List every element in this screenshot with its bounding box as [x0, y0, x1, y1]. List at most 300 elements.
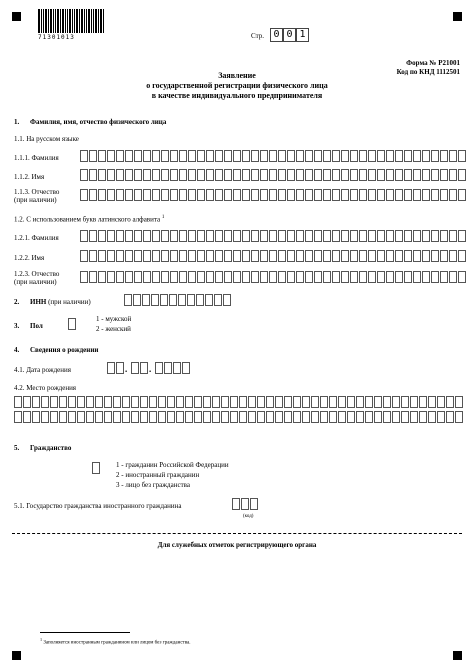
input-cell[interactable] [133, 294, 141, 306]
input-cell[interactable] [116, 362, 124, 374]
input-cell[interactable] [232, 498, 240, 510]
input-cell[interactable] [377, 230, 385, 242]
input-cell[interactable] [116, 271, 124, 283]
input-cell[interactable] [134, 189, 142, 201]
input-cell[interactable] [350, 169, 358, 181]
input-cell[interactable] [230, 411, 238, 423]
input-cell[interactable] [350, 271, 358, 283]
input-cell[interactable] [224, 189, 232, 201]
input-cell[interactable] [296, 169, 304, 181]
input-cell[interactable] [449, 150, 457, 162]
input-cell[interactable] [179, 250, 187, 262]
input-cell[interactable] [251, 271, 259, 283]
birth-month-input[interactable] [131, 362, 152, 374]
input-cell[interactable] [167, 396, 175, 408]
input-cell[interactable] [404, 150, 412, 162]
input-cell[interactable] [161, 169, 169, 181]
input-cell[interactable] [296, 150, 304, 162]
input-cell[interactable] [296, 250, 304, 262]
input-cell[interactable] [77, 411, 85, 423]
input-cell[interactable] [296, 271, 304, 283]
input-cell[interactable] [122, 411, 130, 423]
input-cell[interactable] [143, 271, 151, 283]
input-cell[interactable] [206, 169, 214, 181]
input-cell[interactable] [92, 462, 100, 474]
input-cell[interactable] [287, 169, 295, 181]
input-cell[interactable] [251, 150, 259, 162]
input-cell[interactable] [404, 189, 412, 201]
foreign-state-code-input[interactable] [232, 498, 259, 510]
input-cell[interactable] [368, 150, 376, 162]
input-cell[interactable] [248, 411, 256, 423]
input-cell[interactable] [248, 396, 256, 408]
input-cell[interactable] [341, 189, 349, 201]
input-cell[interactable] [269, 250, 277, 262]
input-cell[interactable] [287, 230, 295, 242]
input-cell[interactable] [158, 411, 166, 423]
input-cell[interactable] [275, 396, 283, 408]
input-cell[interactable] [293, 411, 301, 423]
input-cell[interactable] [440, 189, 448, 201]
input-cell[interactable] [458, 189, 466, 201]
input-cell[interactable] [50, 411, 58, 423]
input-cell[interactable] [89, 150, 97, 162]
input-cell[interactable] [143, 250, 151, 262]
input-cell[interactable] [215, 150, 223, 162]
input-cell[interactable] [449, 250, 457, 262]
input-cell[interactable] [233, 250, 241, 262]
input-cell[interactable] [422, 169, 430, 181]
input-cell[interactable] [386, 150, 394, 162]
input-cell[interactable] [142, 294, 150, 306]
input-cell[interactable] [104, 411, 112, 423]
input-cell[interactable] [116, 150, 124, 162]
input-cell[interactable] [224, 150, 232, 162]
input-cell[interactable] [359, 230, 367, 242]
input-cell[interactable] [275, 411, 283, 423]
input-cell[interactable] [59, 411, 67, 423]
input-cell[interactable] [152, 250, 160, 262]
input-cell[interactable] [332, 189, 340, 201]
input-cell[interactable] [305, 271, 313, 283]
input-cell[interactable] [341, 250, 349, 262]
input-cell[interactable] [104, 396, 112, 408]
input-cell[interactable] [386, 189, 394, 201]
input-cell[interactable] [338, 396, 346, 408]
input-cell[interactable] [287, 189, 295, 201]
input-cell[interactable] [422, 189, 430, 201]
input-cell[interactable] [239, 396, 247, 408]
input-cell[interactable] [233, 230, 241, 242]
input-cell[interactable] [359, 250, 367, 262]
input-cell[interactable] [152, 150, 160, 162]
input-cell[interactable] [242, 189, 250, 201]
input-cell[interactable] [395, 271, 403, 283]
input-cell[interactable] [131, 362, 139, 374]
input-cell[interactable] [314, 189, 322, 201]
input-cell[interactable] [251, 230, 259, 242]
input-cell[interactable] [124, 294, 132, 306]
input-cell[interactable] [260, 189, 268, 201]
input-cell[interactable] [431, 169, 439, 181]
input-cell[interactable] [152, 189, 160, 201]
input-cell[interactable] [152, 169, 160, 181]
input-cell[interactable] [160, 294, 168, 306]
input-cell[interactable] [215, 271, 223, 283]
input-cell[interactable] [134, 250, 142, 262]
input-cell[interactable] [377, 150, 385, 162]
citizenship-input[interactable] [92, 462, 101, 474]
input-cell[interactable] [458, 150, 466, 162]
input-cell[interactable] [116, 189, 124, 201]
input-cell[interactable] [395, 150, 403, 162]
input-cell[interactable] [98, 169, 106, 181]
input-cell[interactable] [404, 271, 412, 283]
input-cell[interactable] [401, 411, 409, 423]
input-cell[interactable] [242, 150, 250, 162]
input-cell[interactable] [185, 396, 193, 408]
input-cell[interactable] [260, 169, 268, 181]
input-cell[interactable] [143, 230, 151, 242]
input-cell[interactable] [221, 411, 229, 423]
input-cell[interactable] [134, 271, 142, 283]
input-cell[interactable] [80, 250, 88, 262]
input-cell[interactable] [278, 250, 286, 262]
input-cell[interactable] [242, 230, 250, 242]
input-cell[interactable] [260, 250, 268, 262]
input-cell[interactable] [239, 411, 247, 423]
input-cell[interactable] [368, 169, 376, 181]
input-cell[interactable] [413, 169, 421, 181]
input-cell[interactable] [287, 250, 295, 262]
input-cell[interactable] [302, 411, 310, 423]
input-cell[interactable] [170, 230, 178, 242]
input-cell[interactable] [107, 362, 115, 374]
input-cell[interactable] [242, 169, 250, 181]
input-cell[interactable] [410, 411, 418, 423]
input-cell[interactable] [98, 150, 106, 162]
input-cell[interactable] [178, 294, 186, 306]
input-cell[interactable] [161, 250, 169, 262]
input-cell[interactable] [341, 150, 349, 162]
input-cell[interactable] [302, 396, 310, 408]
input-cell[interactable] [395, 250, 403, 262]
input-cell[interactable] [86, 396, 94, 408]
input-cell[interactable] [314, 230, 322, 242]
input-cell[interactable] [428, 411, 436, 423]
input-cell[interactable] [125, 150, 133, 162]
input-cell[interactable] [185, 411, 193, 423]
input-cell[interactable] [251, 250, 259, 262]
input-cell[interactable] [215, 250, 223, 262]
input-cell[interactable] [269, 189, 277, 201]
input-cell[interactable] [296, 189, 304, 201]
input-cell[interactable] [125, 189, 133, 201]
input-cell[interactable] [194, 411, 202, 423]
input-cell[interactable] [341, 169, 349, 181]
input-cell[interactable] [89, 169, 97, 181]
input-cell[interactable] [143, 169, 151, 181]
input-cell[interactable] [422, 230, 430, 242]
input-cell[interactable] [224, 169, 232, 181]
input-cell[interactable] [287, 150, 295, 162]
birth-year-input[interactable] [155, 362, 191, 374]
input-cell[interactable] [224, 271, 232, 283]
input-cell[interactable] [214, 294, 222, 306]
input-cell[interactable] [323, 150, 331, 162]
input-cell[interactable] [107, 250, 115, 262]
input-cell[interactable] [197, 271, 205, 283]
input-cell[interactable] [314, 150, 322, 162]
input-cell[interactable] [455, 396, 463, 408]
input-cell[interactable] [196, 294, 204, 306]
input-cell[interactable] [179, 169, 187, 181]
input-cell[interactable] [68, 411, 76, 423]
input-cell[interactable] [428, 396, 436, 408]
input-cell[interactable] [305, 230, 313, 242]
input-cell[interactable] [323, 250, 331, 262]
input-cell[interactable] [386, 250, 394, 262]
input-cell[interactable] [431, 250, 439, 262]
input-cell[interactable] [314, 271, 322, 283]
input-cell[interactable] [437, 411, 445, 423]
input-cell[interactable] [107, 169, 115, 181]
input-cell[interactable] [116, 169, 124, 181]
input-cell[interactable] [152, 230, 160, 242]
input-cell[interactable] [377, 189, 385, 201]
input-cell[interactable] [359, 150, 367, 162]
input-cell[interactable] [350, 189, 358, 201]
input-cell[interactable] [404, 250, 412, 262]
input-cell[interactable] [296, 230, 304, 242]
input-cell[interactable] [383, 411, 391, 423]
input-cell[interactable] [188, 250, 196, 262]
input-cell[interactable] [23, 396, 31, 408]
input-cell[interactable] [401, 396, 409, 408]
input-cell[interactable] [179, 150, 187, 162]
input-cell[interactable] [431, 230, 439, 242]
ru-name-input[interactable] [80, 169, 467, 181]
input-cell[interactable] [365, 396, 373, 408]
input-cell[interactable] [107, 230, 115, 242]
input-cell[interactable] [350, 250, 358, 262]
input-cell[interactable] [107, 271, 115, 283]
input-cell[interactable] [80, 169, 88, 181]
input-cell[interactable] [206, 250, 214, 262]
input-cell[interactable] [140, 396, 148, 408]
input-cell[interactable] [368, 250, 376, 262]
input-cell[interactable] [170, 150, 178, 162]
input-cell[interactable] [455, 411, 463, 423]
input-cell[interactable] [125, 250, 133, 262]
input-cell[interactable] [314, 250, 322, 262]
input-cell[interactable] [404, 230, 412, 242]
input-cell[interactable] [187, 294, 195, 306]
input-cell[interactable] [68, 318, 76, 330]
input-cell[interactable] [179, 230, 187, 242]
input-cell[interactable] [383, 396, 391, 408]
input-cell[interactable] [356, 396, 364, 408]
input-cell[interactable] [41, 411, 49, 423]
input-cell[interactable] [347, 396, 355, 408]
input-cell[interactable] [413, 230, 421, 242]
input-cell[interactable] [113, 396, 121, 408]
input-cell[interactable] [278, 230, 286, 242]
input-cell[interactable] [68, 396, 76, 408]
input-cell[interactable] [116, 250, 124, 262]
input-cell[interactable] [77, 396, 85, 408]
input-cell[interactable] [410, 396, 418, 408]
lat-name-input[interactable] [80, 250, 467, 262]
input-cell[interactable] [287, 271, 295, 283]
input-cell[interactable] [323, 230, 331, 242]
input-cell[interactable] [305, 189, 313, 201]
input-cell[interactable] [98, 250, 106, 262]
input-cell[interactable] [305, 169, 313, 181]
input-cell[interactable] [113, 411, 121, 423]
input-cell[interactable] [176, 396, 184, 408]
input-cell[interactable] [188, 271, 196, 283]
input-cell[interactable] [80, 150, 88, 162]
input-cell[interactable] [233, 150, 241, 162]
input-cell[interactable] [170, 169, 178, 181]
input-cell[interactable] [440, 271, 448, 283]
input-cell[interactable] [179, 189, 187, 201]
input-cell[interactable] [194, 396, 202, 408]
input-cell[interactable] [320, 396, 328, 408]
input-cell[interactable] [284, 396, 292, 408]
input-cell[interactable] [395, 189, 403, 201]
input-cell[interactable] [241, 498, 249, 510]
input-cell[interactable] [347, 411, 355, 423]
input-cell[interactable] [431, 150, 439, 162]
input-cell[interactable] [125, 169, 133, 181]
input-cell[interactable] [242, 250, 250, 262]
input-cell[interactable] [107, 189, 115, 201]
input-cell[interactable] [224, 230, 232, 242]
input-cell[interactable] [98, 189, 106, 201]
input-cell[interactable] [413, 150, 421, 162]
input-cell[interactable] [413, 189, 421, 201]
input-cell[interactable] [205, 294, 213, 306]
input-cell[interactable] [413, 250, 421, 262]
input-cell[interactable] [305, 150, 313, 162]
input-cell[interactable] [173, 362, 181, 374]
input-cell[interactable] [386, 169, 394, 181]
input-cell[interactable] [80, 230, 88, 242]
input-cell[interactable] [188, 150, 196, 162]
input-cell[interactable] [419, 396, 427, 408]
birth-day-input[interactable] [107, 362, 128, 374]
input-cell[interactable] [269, 150, 277, 162]
input-cell[interactable] [329, 411, 337, 423]
input-cell[interactable] [257, 396, 265, 408]
input-cell[interactable] [98, 271, 106, 283]
input-cell[interactable] [107, 150, 115, 162]
input-cell[interactable] [449, 271, 457, 283]
input-cell[interactable] [221, 396, 229, 408]
input-cell[interactable] [341, 271, 349, 283]
input-cell[interactable] [59, 396, 67, 408]
input-cell[interactable] [338, 411, 346, 423]
input-cell[interactable] [95, 411, 103, 423]
input-cell[interactable] [323, 271, 331, 283]
input-cell[interactable] [458, 250, 466, 262]
input-cell[interactable] [374, 396, 382, 408]
input-cell[interactable] [197, 250, 205, 262]
input-cell[interactable] [143, 150, 151, 162]
input-cell[interactable] [169, 294, 177, 306]
input-cell[interactable] [311, 411, 319, 423]
input-cell[interactable] [260, 150, 268, 162]
input-cell[interactable] [458, 169, 466, 181]
input-cell[interactable] [32, 396, 40, 408]
input-cell[interactable] [161, 150, 169, 162]
input-cell[interactable] [167, 411, 175, 423]
input-cell[interactable] [206, 230, 214, 242]
input-cell[interactable] [449, 230, 457, 242]
input-cell[interactable] [170, 250, 178, 262]
input-cell[interactable] [365, 411, 373, 423]
input-cell[interactable] [250, 498, 258, 510]
input-cell[interactable] [323, 169, 331, 181]
input-cell[interactable] [89, 189, 97, 201]
input-cell[interactable] [332, 150, 340, 162]
input-cell[interactable] [440, 150, 448, 162]
input-cell[interactable] [419, 411, 427, 423]
input-cell[interactable] [151, 294, 159, 306]
input-cell[interactable] [203, 411, 211, 423]
input-cell[interactable] [131, 411, 139, 423]
input-cell[interactable] [206, 150, 214, 162]
input-cell[interactable] [260, 230, 268, 242]
input-cell[interactable] [41, 396, 49, 408]
input-cell[interactable] [161, 230, 169, 242]
input-cell[interactable] [155, 362, 163, 374]
input-cell[interactable] [440, 250, 448, 262]
input-cell[interactable] [449, 169, 457, 181]
input-cell[interactable] [197, 230, 205, 242]
input-cell[interactable] [359, 169, 367, 181]
input-cell[interactable] [350, 150, 358, 162]
input-cell[interactable] [188, 169, 196, 181]
input-cell[interactable] [284, 411, 292, 423]
input-cell[interactable] [251, 189, 259, 201]
input-cell[interactable] [95, 396, 103, 408]
input-cell[interactable] [86, 411, 94, 423]
input-cell[interactable] [269, 169, 277, 181]
input-cell[interactable] [242, 271, 250, 283]
input-cell[interactable] [266, 411, 274, 423]
input-cell[interactable] [305, 250, 313, 262]
input-cell[interactable] [431, 271, 439, 283]
input-cell[interactable] [395, 230, 403, 242]
input-cell[interactable] [223, 294, 231, 306]
input-cell[interactable] [422, 250, 430, 262]
input-cell[interactable] [437, 396, 445, 408]
input-cell[interactable] [458, 271, 466, 283]
input-cell[interactable] [215, 230, 223, 242]
input-cell[interactable] [206, 271, 214, 283]
input-cell[interactable] [320, 411, 328, 423]
input-cell[interactable] [179, 271, 187, 283]
ru-patronymic-input[interactable] [80, 189, 467, 201]
input-cell[interactable] [440, 230, 448, 242]
input-cell[interactable] [374, 411, 382, 423]
input-cell[interactable] [404, 169, 412, 181]
input-cell[interactable] [350, 230, 358, 242]
input-cell[interactable] [188, 230, 196, 242]
